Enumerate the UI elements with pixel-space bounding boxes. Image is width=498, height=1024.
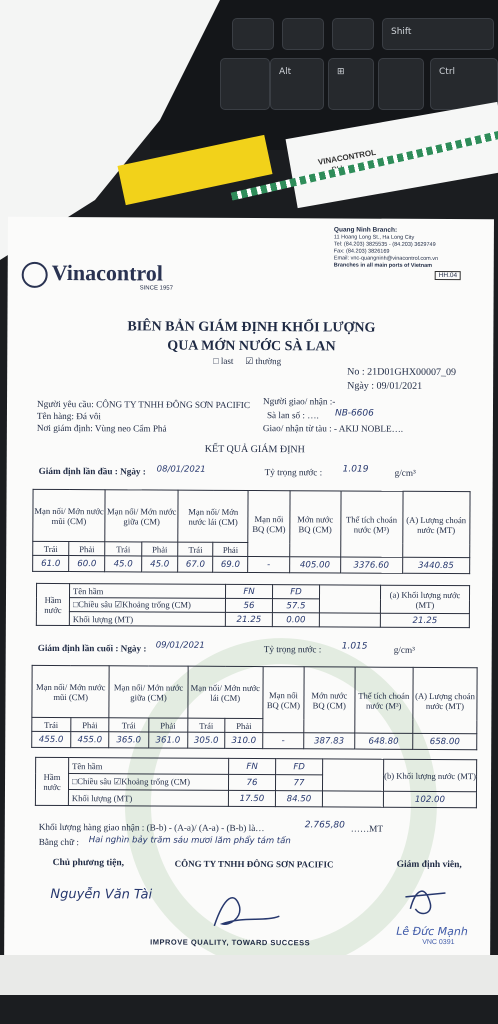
ctrl-key: Ctrl (430, 58, 498, 110)
first-density-unit: g/cm³ (394, 467, 416, 478)
table-cell (319, 613, 380, 627)
hold-depth-label: □Chiều sâu ☑Khoảng trống (CM) (68, 774, 228, 791)
table-cell: 60.0 (69, 556, 105, 572)
keyboard-key (232, 18, 274, 50)
water-total: 102.00 (383, 791, 476, 807)
ship-name: Giao/ nhận từ tàu : - AKIJ NOBLE…. (262, 423, 404, 434)
branch-line: Branches in all main ports of Vietnam (333, 262, 433, 269)
hold-weight-label: Khối lượng (MT) (68, 790, 228, 807)
branch-line: Fax: (84.203) 3826169 (333, 248, 390, 255)
table-cell: 76 (228, 774, 275, 790)
header-right: Phải (148, 718, 187, 732)
table-cell: 658.00 (413, 733, 477, 749)
header-draft-fore: Mạn nối/ Mớn nước mũi (CM) (33, 489, 105, 541)
first-draft-table (32, 489, 470, 574)
table-cell: 67.0 (178, 556, 213, 572)
table-cell: 455.0 (70, 732, 109, 748)
header-left: Trái (32, 717, 71, 731)
table-cell: 56 (225, 598, 272, 612)
first-inspection-label: Giám định lần đầu : Ngày : (38, 465, 146, 477)
hold-depth-label: □Chiều sâu ☑Khoảng trống (CM) (69, 598, 225, 613)
first-density: 1.019 (342, 464, 369, 475)
header-weight: (A) Lượng choán nước (MT) (402, 491, 470, 557)
header-draft-aft: Mạn nối/ Mớn nước lái (CM) (178, 490, 248, 542)
table-cell: 310.0 (225, 732, 263, 748)
words-value: Hai nghìn bảy trăm sáu mươi lăm phẩy tám tấn (88, 835, 291, 847)
document-subtitle: QUA MỚN NƯỚC SÀ LAN (167, 338, 336, 355)
hold-weight-label: Khối lượng (MT) (69, 612, 225, 627)
last-inspection-label: Giám định lần cuối : Ngày : (37, 642, 147, 654)
header-mean-draft: Mớn nước BQ (CM) (304, 667, 355, 733)
crossed-cell (319, 585, 380, 613)
header-mean-side: Mạn nối BQ (CM) (263, 667, 305, 733)
table-cell: 648.80 (354, 733, 413, 749)
table-cell: 17.50 (228, 790, 275, 806)
header-draft-fore: Mạn nối/ Mớn nước mũi (CM) (32, 665, 110, 717)
table-cell: 69.0 (213, 556, 248, 572)
table-cell: 365.0 (109, 732, 148, 748)
header-right: Phải (141, 542, 178, 556)
document-number: No : 21D01GHX00007_09 (347, 366, 457, 379)
table-cell: 57.5 (272, 599, 319, 613)
delivered-unit: ……MT (350, 823, 383, 834)
option-normal: ☑ thường (245, 355, 282, 367)
first-density-label: Tỷ trọng nước : (264, 467, 323, 478)
company-logo-text: Vinacontrol (51, 259, 164, 286)
table-cell: 405.00 (290, 557, 341, 573)
inspector-code: VNC 0391 (422, 938, 455, 947)
header-left: Trái (33, 541, 69, 555)
header-weight: (A) Lượng choán nước (MT) (413, 667, 477, 733)
table-cell: 84.50 (275, 791, 322, 807)
header-left: Trái (178, 542, 213, 556)
barge-number: NB-6606 (334, 408, 374, 419)
first-inspection-date: 08/01/2021 (156, 464, 206, 475)
water-total: 21.25 (380, 613, 469, 627)
header-draft-aft: Mạn nối/ Mớn nước lái (CM) (188, 666, 263, 718)
shift-key: Shift (382, 18, 494, 50)
inspector-label: Giám định viên, (396, 859, 462, 871)
branch-title: Quang Ninh Branch: (333, 226, 398, 234)
option-last: □ last (213, 355, 234, 366)
header-draft-mid: Mạn nối/ Mớn nước giữa (CM) (109, 666, 188, 718)
inspection-document (4, 217, 494, 980)
table-cell: 45.0 (105, 556, 142, 572)
last-inspection-date: 09/01/2021 (155, 640, 205, 651)
header-volume: Thể tích choán nước (M³) (340, 491, 402, 557)
table-cell: FD (272, 585, 319, 599)
windows-key: ⊞ (328, 58, 374, 110)
table-cell: 45.0 (141, 556, 178, 572)
bottom-paper-edge (0, 955, 498, 995)
table-cell: 361.0 (148, 732, 187, 748)
document-date: Ngày : 09/01/2021 (347, 380, 423, 392)
header-right: Phải (213, 542, 248, 556)
last-density-unit: g/cm³ (393, 644, 415, 655)
table-cell: 3376.60 (340, 557, 402, 573)
branch-line: 11 Hoang Long St., Ha Long City (333, 234, 415, 241)
deliver-receiver: Người giao/ nhận :- (263, 396, 336, 407)
hold-label: Hầm nước (36, 583, 69, 625)
inspector-signature-icon (400, 879, 450, 919)
branch-line: Email: vnc-quangninh@vinacontrol.com.vn (333, 255, 439, 262)
company-signature-icon (204, 886, 284, 936)
hold-label: Hầm nước (35, 757, 68, 805)
first-water-table (36, 583, 470, 628)
company-slogan: IMPROVE QUALITY, TOWARD SUCCESS (150, 937, 311, 948)
form-code: HH.04 (435, 271, 461, 280)
keyboard-key (378, 58, 424, 110)
table-cell: 77 (275, 775, 322, 791)
table-cell: 3440.85 (402, 557, 470, 573)
last-density: 1.015 (341, 641, 368, 652)
table-cell: 305.0 (187, 732, 225, 748)
inspection-place: Nơi giám định: Vùng neo Cẩm Phả (36, 422, 167, 434)
water-total-label: (b) Khối lượng nước (MT) (383, 759, 476, 791)
hold-name-label: Tên hầm (69, 758, 229, 775)
header-mean-side: Mạn nối BQ (CM) (248, 490, 290, 556)
table-cell: FN (229, 758, 276, 774)
header-draft-mid: Mạn nối/ Mớn nước giữa (CM) (105, 490, 178, 542)
keyboard-key (282, 18, 324, 50)
water-total-label: (a) Khối lượng nước (MT) (380, 585, 469, 613)
table-cell: 387.83 (304, 733, 354, 749)
table-cell: - (248, 556, 290, 572)
table-cell: 21.25 (225, 612, 272, 626)
stub-text: VINACONTROL (317, 147, 377, 167)
result-title: KẾT QUẢ GIÁM ĐỊNH (204, 443, 305, 456)
crossed-cell (322, 759, 383, 791)
vessel-owner-label: Chủ phương tiện, (52, 857, 125, 869)
header-mean-draft: Mớn nước BQ (CM) (290, 491, 341, 557)
header-right: Phải (69, 542, 105, 556)
barge-label: Sà lan số : …. (266, 410, 319, 421)
delivered-value: 2.765,80 (304, 820, 345, 831)
company-label: CÔNG TY TNHH ĐÔNG SƠN PACIFIC (174, 858, 334, 870)
alt-key: Alt (270, 58, 324, 110)
keyboard-key (332, 18, 374, 50)
requester: Người yêu cầu: CÔNG TY TNHH ĐÔNG SƠN PACIFIC (36, 398, 251, 411)
owner-signature: Nguyễn Văn Tài (50, 886, 153, 903)
last-draft-table (31, 665, 477, 750)
vinacontrol-logo-icon (22, 262, 48, 288)
goods-name: Tên hàng: Đá vôi (36, 410, 102, 422)
inspector-name: Lê Đức Mạnh (396, 924, 468, 939)
header-right: Phải (225, 718, 263, 732)
header-left: Trái (105, 542, 142, 556)
table-cell: FD (276, 759, 323, 775)
table-cell (322, 791, 383, 807)
table-cell: 455.0 (32, 731, 71, 747)
header-left: Trái (109, 718, 148, 732)
document-title: BIÊN BẢN GIÁM ĐỊNH KHỐI LƯỢNG (127, 319, 376, 336)
table-cell: FN (225, 584, 272, 598)
table-cell: 61.0 (33, 555, 69, 571)
header-right: Phải (71, 718, 110, 732)
delivered-label: Khối lượng hàng giao nhận : (B-b) - (A-a)/ (A-a) - (B-b) là… (38, 821, 265, 834)
last-water-table (35, 757, 477, 808)
logo-since: SINCE 1957 (139, 285, 173, 292)
hold-name-label: Tên hầm (69, 584, 225, 599)
table-cell: 0.00 (272, 613, 319, 627)
words-label: Bằng chữ : (38, 836, 79, 848)
header-left: Trái (187, 718, 225, 732)
last-density-label: Tỷ trọng nước : (263, 644, 322, 655)
header-volume: Thể tích choán nước (M³) (354, 667, 413, 733)
table-cell: - (263, 733, 304, 749)
branch-line: Tel: (84.203) 3825535 - (84.203) 3629749 (333, 241, 436, 248)
keyboard-key (220, 58, 270, 110)
